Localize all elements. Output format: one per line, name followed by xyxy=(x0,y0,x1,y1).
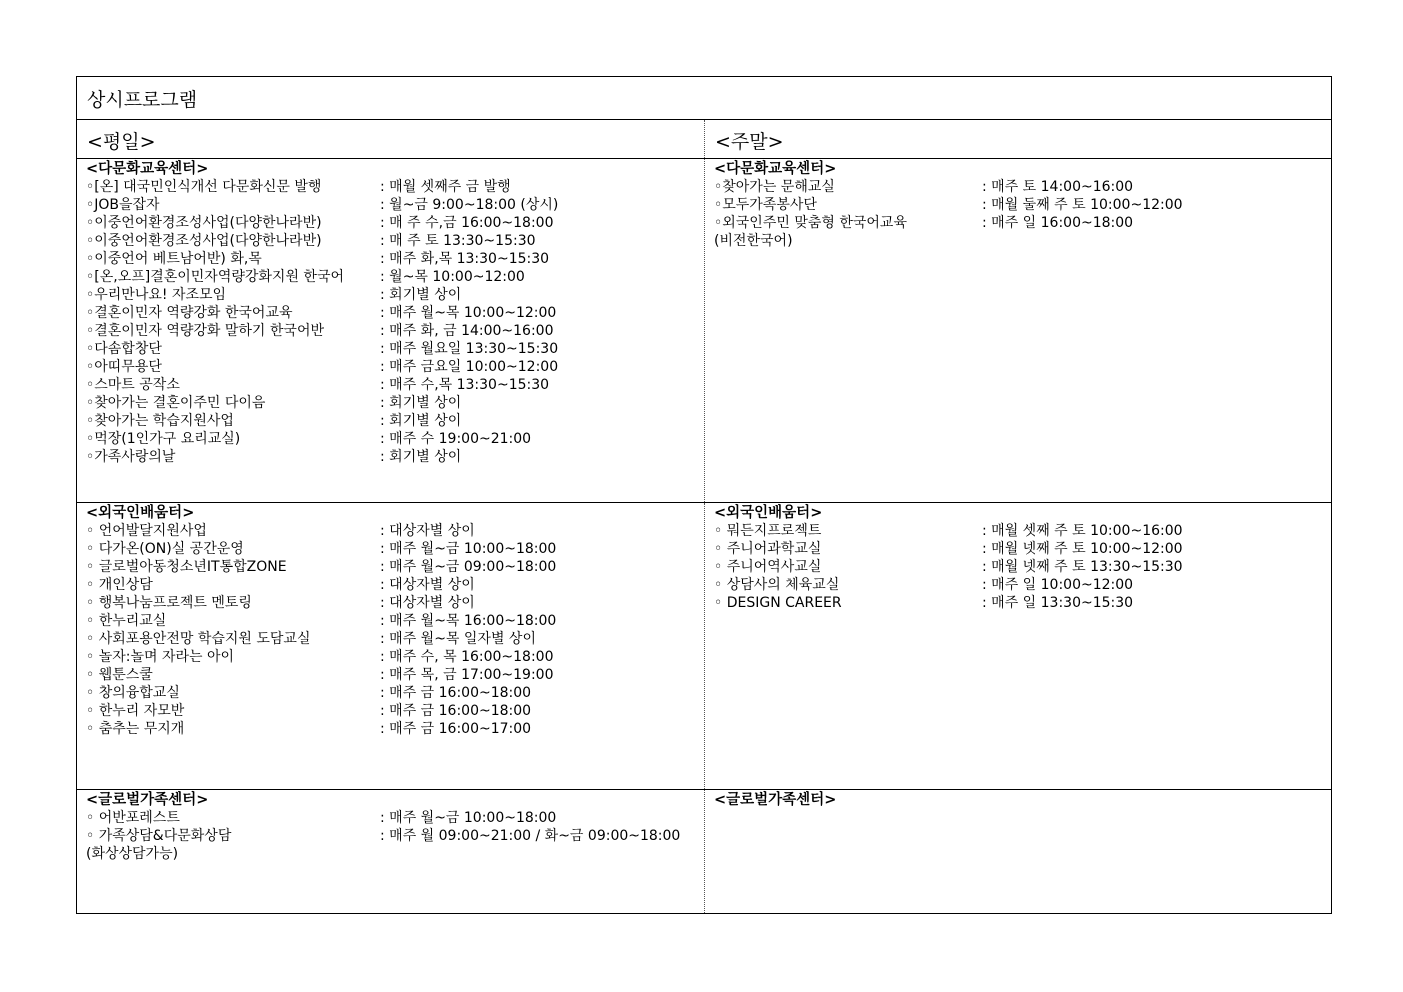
program-row xyxy=(86,358,700,376)
program-row xyxy=(86,268,700,286)
program-row xyxy=(86,214,700,232)
program-name: ◦ 주니어역사교실 xyxy=(714,559,822,575)
program-name: ◦ DESIGN CAREER xyxy=(714,595,842,611)
program-schedule: : 매주 일 13:30~15:30 xyxy=(982,595,1134,611)
program-name: ◦ 어반포레스트 xyxy=(86,810,180,826)
program-name: ◦외국인주민 맞춤형 한국어교육 xyxy=(714,215,907,231)
program-schedule: : 매월 셋째 주 토 10:00~16:00 xyxy=(982,523,1183,539)
program-row xyxy=(86,845,700,863)
program-name: ◦ 한누리교실 xyxy=(86,613,167,629)
cell-weekday xyxy=(77,503,705,789)
program-schedule: : 매주 월~목 일자별 상이 xyxy=(380,631,536,647)
program-name: ◦ 뭐든지프로젝트 xyxy=(714,523,822,539)
program-schedule: : 매주 일 16:00~18:00 xyxy=(982,215,1134,231)
program-schedule: : 매주 일 10:00~12:00 xyxy=(982,577,1134,593)
program-name: (비전한국어) xyxy=(714,233,793,249)
program-schedule: : 회기별 상이 xyxy=(380,413,462,429)
program-schedule: : 매주 월요일 13:30~15:30 xyxy=(380,341,559,357)
program-row xyxy=(714,214,1327,232)
program-row xyxy=(714,540,1327,558)
header-row xyxy=(77,120,1331,159)
program-schedule: : 매주 금 16:00~18:00 xyxy=(380,703,532,719)
program-schedule: : 매주 수, 목 16:00~18:00 xyxy=(380,649,554,665)
title-row xyxy=(77,77,1331,120)
program-name: ◦JOB을잡자 xyxy=(86,197,160,213)
program-row xyxy=(86,827,700,845)
program-name: ◦ 창의융합교실 xyxy=(86,685,180,701)
program-schedule: : 매 주 토 13:30~15:30 xyxy=(380,233,536,249)
program-schedule: : 매주 금 16:00~18:00 xyxy=(380,685,532,701)
program-name: ◦찾아가는 문해교실 xyxy=(714,179,835,195)
program-schedule: : 매주 토 14:00~16:00 xyxy=(982,179,1134,195)
program-row xyxy=(86,178,700,196)
program-row xyxy=(86,376,700,394)
program-list xyxy=(714,178,1327,250)
program-schedule: : 대상자별 상이 xyxy=(380,577,475,593)
section-title: <글로벌가족센터> xyxy=(714,792,837,808)
program-schedule: : 매월 넷째 주 토 10:00~12:00 xyxy=(982,541,1183,557)
program-name: ◦모두가족봉사단 xyxy=(714,197,817,213)
program-list xyxy=(714,522,1327,612)
program-schedule: : 매주 금요일 10:00~12:00 xyxy=(380,359,559,375)
program-name: ◦먹장(1인가구 요리교실) xyxy=(86,431,241,447)
program-schedule: : 대상자별 상이 xyxy=(380,595,475,611)
program-name: ◦[온,오프]결혼이민자역량강화지원 한국어 xyxy=(86,269,344,285)
program-name: ◦ 개인상담 xyxy=(86,577,153,593)
program-row xyxy=(86,232,700,250)
section-multicultural xyxy=(77,159,1331,503)
program-list xyxy=(86,809,700,863)
section-title: <외국인배움터> xyxy=(714,505,823,521)
program-list xyxy=(86,178,700,466)
section-title: <글로벌가족센터> xyxy=(86,792,209,808)
program-schedule: : 매주 월 09:00~21:00 / 화~금 09:00~18:00 xyxy=(380,828,681,844)
program-name: ◦찾아가는 학습지원사업 xyxy=(86,413,234,429)
section-global-family xyxy=(77,790,1331,913)
program-row xyxy=(714,576,1327,594)
program-schedule: : 매주 수 19:00~21:00 xyxy=(380,431,532,447)
program-schedule: : 매주 화,목 13:30~15:30 xyxy=(380,251,550,267)
program-row xyxy=(86,412,700,430)
program-name: ◦결혼이민자 역량강화 말하기 한국어반 xyxy=(86,323,324,339)
program-schedule: : 매월 셋째주 금 발행 xyxy=(380,179,511,195)
program-schedule: : 매주 월~목 16:00~18:00 xyxy=(380,613,557,629)
program-row xyxy=(86,576,700,594)
program-schedule: : 매월 넷째 주 토 13:30~15:30 xyxy=(982,559,1183,575)
program-name: ◦우리만나요! 자조모임 xyxy=(86,287,227,303)
program-schedule: : 매월 둘째 주 토 10:00~12:00 xyxy=(982,197,1183,213)
program-row xyxy=(86,286,700,304)
program-document xyxy=(76,76,1332,914)
program-row xyxy=(86,250,700,268)
program-row xyxy=(714,522,1327,540)
program-name: ◦ 행복나눔프로젝트 멘토링 xyxy=(86,595,252,611)
program-schedule: : 매주 화, 금 14:00~16:00 xyxy=(380,323,554,339)
cell-weekend xyxy=(705,503,1331,789)
program-row xyxy=(86,322,700,340)
program-schedule: : 월~금 9:00~18:00 (상시) xyxy=(380,197,559,213)
program-row xyxy=(86,594,700,612)
cell-weekend xyxy=(705,159,1331,502)
program-name: ◦[온] 대국민인식개선 다문화신문 발행 xyxy=(86,179,322,195)
program-name: ◦아띠무용단 xyxy=(86,359,162,375)
program-name: ◦이중언어환경조성사업(다양한나라반) xyxy=(86,215,322,231)
weekday-header-label: <평일> xyxy=(87,131,156,153)
program-name: ◦ 웹툰스쿨 xyxy=(86,667,153,683)
program-row xyxy=(86,340,700,358)
cell-weekend xyxy=(705,790,1331,913)
program-row xyxy=(86,394,700,412)
program-row xyxy=(86,648,700,666)
program-row xyxy=(86,720,700,738)
section-title: <다문화교육센터> xyxy=(714,161,837,177)
cell-weekday xyxy=(77,790,705,913)
program-name: ◦ 한누리 자모반 xyxy=(86,703,185,719)
program-name: ◦스마트 공작소 xyxy=(86,377,180,393)
program-row xyxy=(86,196,700,214)
program-schedule: : 매주 목, 금 17:00~19:00 xyxy=(380,667,554,683)
program-schedule: : 매주 월~금 10:00~18:00 xyxy=(380,810,557,826)
program-schedule: : 월~목 10:00~12:00 xyxy=(380,269,525,285)
program-row xyxy=(86,430,700,448)
program-name: ◦ 글로벌아동청소년IT통합ZONE xyxy=(86,559,287,575)
program-name: (화상상담가능) xyxy=(86,846,179,862)
program-name: ◦이중언어환경조성사업(다양한나라반) xyxy=(86,233,322,249)
program-row xyxy=(714,178,1327,196)
program-name: ◦ 주니어과학교실 xyxy=(714,541,822,557)
program-name: ◦ 춤추는 무지개 xyxy=(86,721,185,737)
program-schedule: : 대상자별 상이 xyxy=(380,523,475,539)
program-name: ◦찾아가는 결혼이주민 다이음 xyxy=(86,395,266,411)
program-schedule: : 매주 금 16:00~17:00 xyxy=(380,721,532,737)
program-name: ◦이중언어 베트남어반) 화,목 xyxy=(86,251,262,267)
program-name: ◦가족사랑의날 xyxy=(86,449,176,465)
program-list xyxy=(86,522,700,738)
program-row xyxy=(714,558,1327,576)
program-row xyxy=(86,304,700,322)
program-name: ◦ 가족상담&다문화상담 xyxy=(86,828,232,844)
program-row xyxy=(86,684,700,702)
program-schedule: : 회기별 상이 xyxy=(380,395,462,411)
program-schedule: : 회기별 상이 xyxy=(380,287,462,303)
program-row xyxy=(86,612,700,630)
weekend-header xyxy=(705,120,1331,158)
program-schedule: : 매 주 수,금 16:00~18:00 xyxy=(380,215,554,231)
program-name: ◦ 상담사의 체육교실 xyxy=(714,577,840,593)
program-row xyxy=(86,630,700,648)
program-row xyxy=(714,196,1327,214)
program-schedule: : 매주 월~금 09:00~18:00 xyxy=(380,559,557,575)
program-name: ◦결혼이민자 역량강화 한국어교육 xyxy=(86,305,293,321)
program-row xyxy=(86,522,700,540)
program-schedule: : 매주 월~목 10:00~12:00 xyxy=(380,305,557,321)
program-row xyxy=(86,558,700,576)
page-title: 상시프로그램 xyxy=(87,89,198,111)
program-row xyxy=(86,448,700,466)
program-row xyxy=(86,666,700,684)
program-row xyxy=(714,232,1327,250)
program-schedule: : 매주 월~금 10:00~18:00 xyxy=(380,541,557,557)
program-schedule: : 회기별 상이 xyxy=(380,449,462,465)
cell-weekday xyxy=(77,159,705,502)
program-row xyxy=(86,540,700,558)
program-name: ◦ 언어발달지원사업 xyxy=(86,523,207,539)
program-schedule: : 매주 수,목 13:30~15:30 xyxy=(380,377,550,393)
weekday-header xyxy=(77,120,705,158)
program-row xyxy=(86,809,700,827)
section-foreigner-learning xyxy=(77,503,1331,790)
weekend-header-label: <주말> xyxy=(715,131,784,153)
section-title: <다문화교육센터> xyxy=(86,161,209,177)
section-title: <외국인배움터> xyxy=(86,505,195,521)
program-row xyxy=(714,594,1327,612)
program-row xyxy=(86,702,700,720)
program-name: ◦ 놀자:놀며 자라는 아이 xyxy=(86,649,235,665)
program-name: ◦ 사회포용안전망 학습지원 도담교실 xyxy=(86,631,311,647)
program-name: ◦ 다가온(ON)실 공간운영 xyxy=(86,541,244,557)
program-name: ◦다솜합창단 xyxy=(86,341,162,357)
